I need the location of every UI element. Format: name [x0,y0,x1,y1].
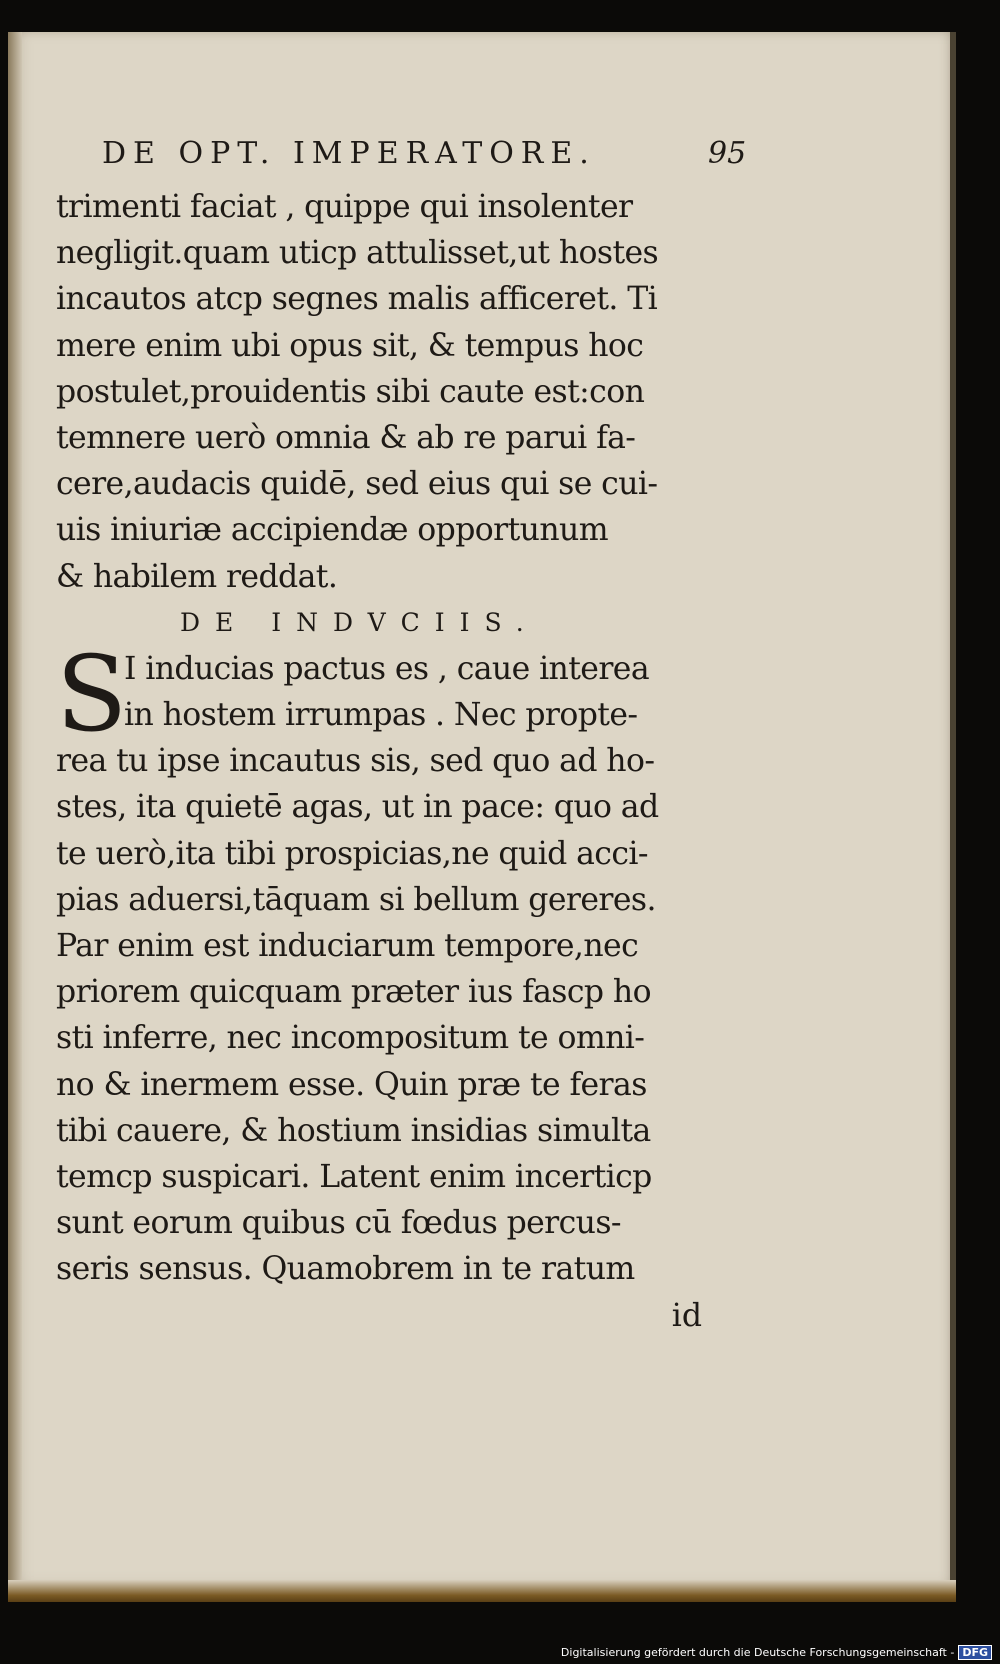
text-line: stes, ita quietē agas, ut in pace: quo ad [56,789,659,826]
section-paragraph [56,632,732,1293]
text-line: temcp suspicari. Latent enim incerticp [56,1158,652,1195]
text-block [56,124,747,1339]
text-line: postulet,prouidentis sibi caute est:con [56,373,645,410]
page-gutter-shadow [8,32,22,1602]
section-heading: DE INDVCIIS. [180,607,539,637]
text-line: sunt eorum quibus cū fœdus percus- [56,1205,621,1242]
catchword: id [671,1297,702,1334]
credit-text: Digitalisierung gefördert durch die Deutsche Forschungsgemeinschaft - [560,1646,955,1659]
text-line: rea tu ipse incautus sis, sed quo ad ho- [56,743,655,780]
text-line: temnere uerò omnia & ab re parui fa- [56,419,636,456]
page-bottom-edge [8,1580,956,1602]
text-line: no & inermem esse. Quin præ te feras [56,1066,647,1103]
text-line: priorem quicquam præter ius fascp ho [56,974,651,1011]
running-head: DE OPT. IMPERATORE. [102,136,596,171]
text-line: tibi cauere, & hostium insidias simulta [56,1112,651,1149]
page-header [56,124,747,184]
text-line: incautos atcp segnes malis afficeret. Ti [56,281,658,318]
digitization-credit [561,1645,992,1660]
text-line: cere,audacis quidē, sed eius qui se cui- [56,466,658,503]
text-line: sti inferre, nec incompositum te omni- [56,1020,645,1057]
page-right-edge [950,32,956,1602]
text-line: mere enim ubi opus sit, & tempus hoc [56,327,644,364]
text-line: in hostem irrumpas . Nec propte- [124,697,638,734]
text-line: te uerò,ita tibi prospicias,ne quid acci- [56,835,648,872]
text-line: pias aduersi,tāquam si bellum gereres. [56,881,656,918]
text-line: negligit.quam uticp attulisset,ut hostes [56,235,659,272]
text-line: & habilem reddat. [56,558,338,595]
text-line: trimenti faciat , quippe qui insolenter [56,189,633,225]
text-line: uis iniuriæ accipiendæ opportunum [56,512,609,549]
dfg-logo: DFG [958,1645,992,1660]
text-line: Par enim est induciarum tempore,nec [56,928,639,964]
text-line: seris sensus. Quamobrem in te ratum [56,1251,635,1288]
text-line: I inducias pactus es , caue interea [124,650,650,687]
drop-cap: S [56,632,128,755]
paragraph-continuation [56,184,732,600]
page-number: 95 [708,136,747,171]
book-page [8,32,956,1602]
